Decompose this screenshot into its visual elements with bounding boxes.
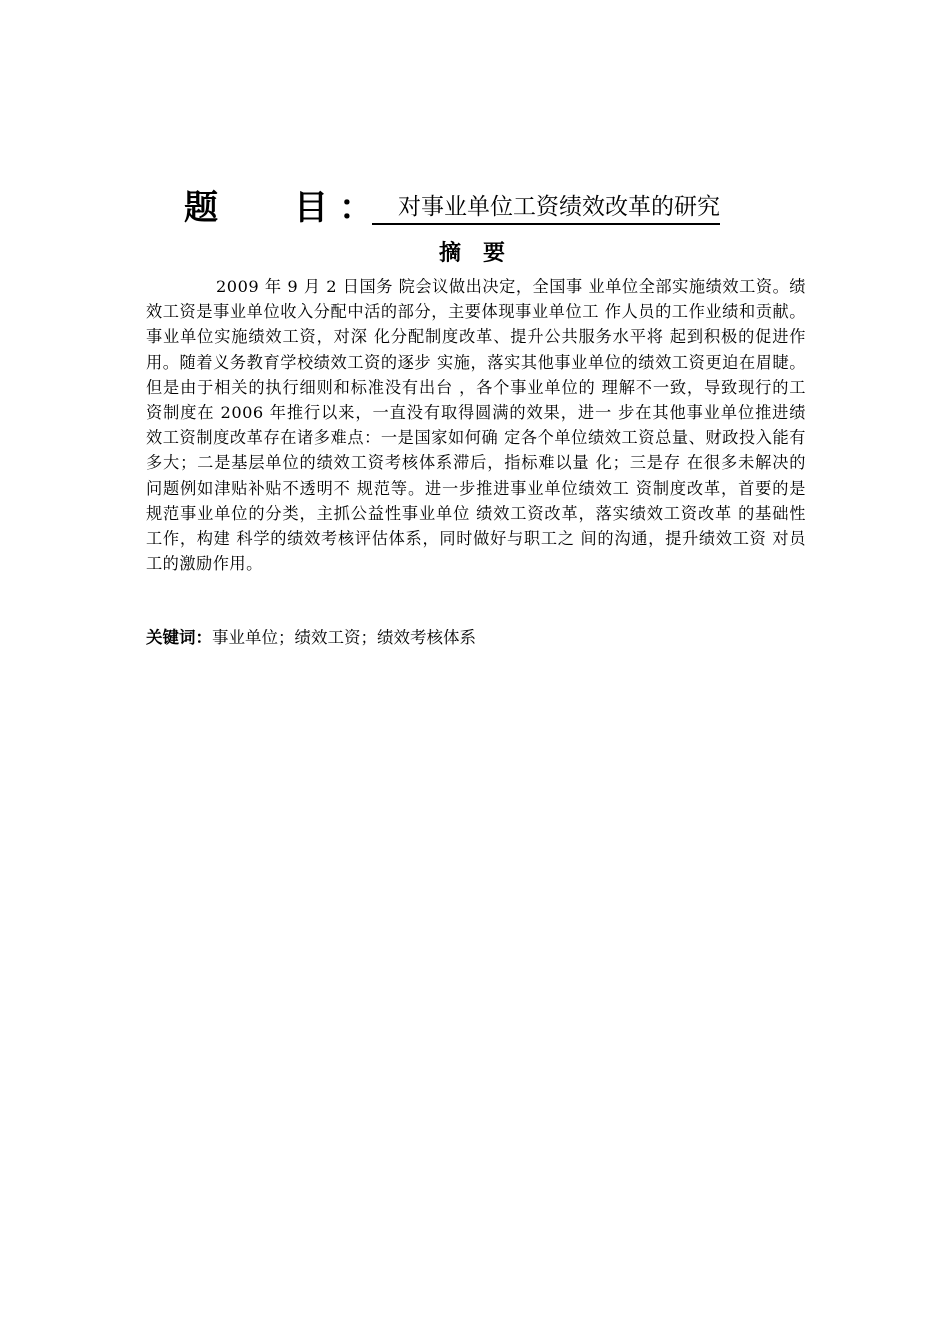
- keywords-text: 事业单位；绩效工资；绩效考核体系: [212, 628, 476, 647]
- title-label-char-2: 目: [294, 188, 328, 228]
- title-row: [180, 180, 800, 228]
- title-text: 对事业单位工资绩效改革的研究: [372, 188, 720, 225]
- title-label-colon: ：: [339, 188, 373, 228]
- title-label-char-1: 题: [184, 188, 218, 228]
- keywords-line: [146, 624, 476, 648]
- abstract-body: 2009 年 9 月 2 日国务 院会议做出决定，全国事 业单位全部实施绩效工资。绩效工资是事业单位收入分配中活的部分，主要体现事业单位工 作人员的工作业绩和贡献。事业单位实施绩效工资，对深 化分配制度改革、提升公共服务水平将 起到积极的促进作用。随着义务教育学校绩效工资的逐步 实施，落实其他事业单位的绩效工资更迫在眉睫。但是由于相关的执行细则和标准没有出台 ，各个事业单位的 理解不一致，导致现行的工资制度在 2006 年推行以来，一直没有取得圆满的效果，进一 步在其他事业单位推进绩效工资制度改革存在诸多难点：一是国家如何确 定各个单位绩效工资总量、财政投入能有多大；二是基层单位的绩效工资考核体系滞后，指标难以量 化；三是存 在很多未解决的问题例如津贴补贴不透明不 规范等。进一步推进事业单位绩效工 资制度改革，首要的是规范事业单位的分类，主抓公益性事业单位 绩效工资改革，落实绩效工资改革 的基础性工作，构建 科学的绩效考核评估体系，同时做好与职工之 间的沟通，提升绩效工资 对员工的激励作用。: [146, 277, 806, 574]
- keywords-label: 关键词：: [146, 628, 212, 647]
- abstract-heading: 摘要: [438, 241, 527, 266]
- title-label: [184, 180, 373, 229]
